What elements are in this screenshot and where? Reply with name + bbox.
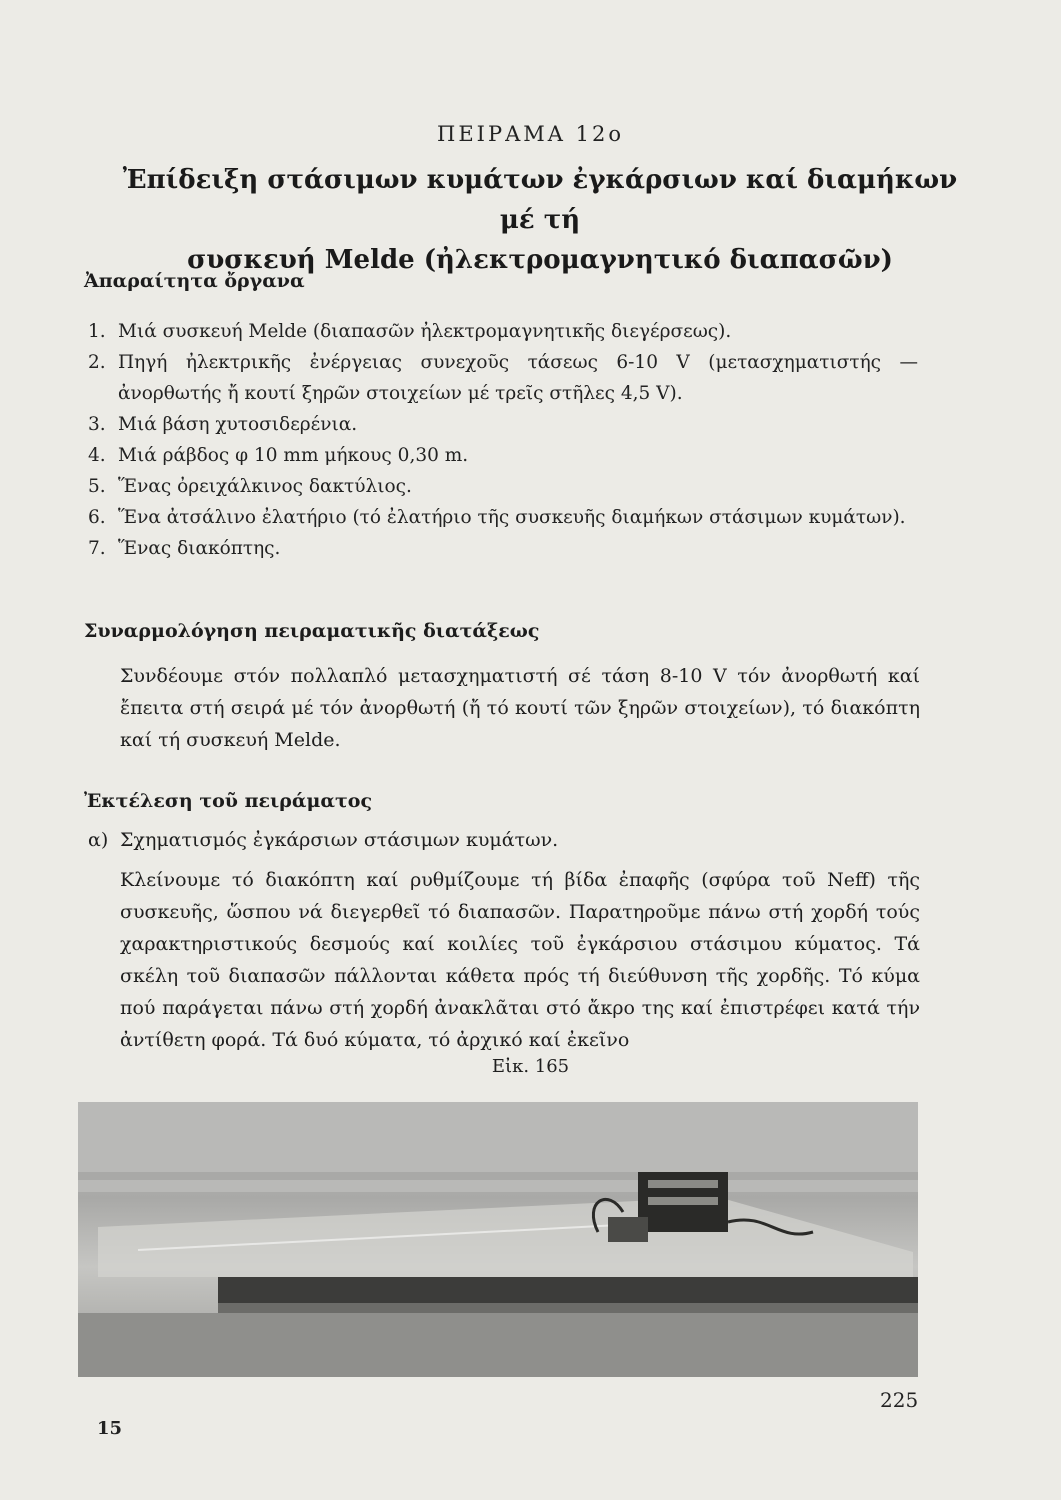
photo-foreground xyxy=(78,1313,918,1377)
list-item xyxy=(88,316,918,347)
melde-apparatus-photo xyxy=(78,1102,918,1377)
required-tools-list xyxy=(88,316,918,564)
title-line-1: Ἐπίδειξη στάσιμων κυμάτων ἐγκάρσιων καί διαμήκων μέ τή xyxy=(122,165,958,235)
experiment-heading: ΠΕΙΡΑΜΑ 12ο xyxy=(437,122,624,146)
photo-base-rail xyxy=(218,1277,918,1303)
list-item xyxy=(88,471,918,502)
list-item-number: 3. xyxy=(88,414,106,435)
list-item xyxy=(88,347,918,409)
list-item xyxy=(88,409,918,440)
photo-base-edge xyxy=(218,1303,918,1313)
list-item-text: Ἕνας διακόπτης. xyxy=(118,538,281,559)
assembly-paragraph: Συνδέουμε στόν πολλαπλό μετασχηματιστή σέ τάση 8-10 V τόν ἀνορθωτή καί ἔπειτα στή σειρά μέ τόν ἀνορθωτή (ἤ τό κουτί τῶν ξηρῶν στοιχείων), τό διακόπτη καί τή συσκευή Melde. xyxy=(120,665,920,751)
list-item xyxy=(88,533,918,564)
photo-coil-band xyxy=(648,1197,718,1205)
required-tools-heading: Ἀπαραίτητα ὄργανα xyxy=(84,270,305,292)
list-item xyxy=(88,502,918,533)
list-item-text: Μιά συσκευή Melde (διαπασῶν ἠλεκτρομαγνητικῆς διεγέρσεως). xyxy=(118,321,732,342)
list-item-number: 7. xyxy=(88,538,106,559)
photo-table-top xyxy=(98,1197,913,1277)
subsection-label: α) xyxy=(88,829,109,851)
list-item-number: 4. xyxy=(88,445,106,466)
list-item-text: Μιά ράβδος φ 10 mm μήκους 0,30 m. xyxy=(118,445,469,466)
photo-shadow-band xyxy=(78,1172,918,1180)
list-item-number: 5. xyxy=(88,476,106,497)
title-line-2: συσκευή Melde (ἠλεκτρομαγνητικό διαπασῶν) xyxy=(187,245,893,275)
page-title xyxy=(110,160,970,280)
list-item-text: Πηγή ἠλεκτρικῆς ἐνέργειας συνεχοῦς τάσεως 6-10 V (μετασχηματιστής — ἀνορθωτής ἤ κουτί ξηρῶν στοιχείων μέ τρεῖς στῆλες 4,5 V). xyxy=(118,352,918,404)
photo-clamp xyxy=(608,1217,648,1242)
execution-subsection xyxy=(88,829,558,851)
photo-illustration xyxy=(78,1102,918,1377)
list-item-number: 1. xyxy=(88,321,106,342)
page-number: 225 xyxy=(880,1388,919,1412)
photo-coil-band xyxy=(648,1180,718,1188)
list-item-number: 6. xyxy=(88,507,106,528)
signature-number: 15 xyxy=(97,1418,123,1439)
figure-caption: Εἰκ. 165 xyxy=(491,1056,570,1077)
assembly-heading: Συναρμολόγηση πειραματικῆς διατάξεως xyxy=(84,620,540,642)
list-item-text: Μιά βάση χυτοσιδερένια. xyxy=(118,414,358,435)
execution-paragraph: Κλείνουμε τό διακόπτη καί ρυθμίζουμε τή βίδα ἐπαφῆς (σφύρα τοῦ Neff) τῆς συσκευῆς, ὥσπου νά διεγερθεῖ τό διαπασῶν. Παρατηροῦμε πάνω στή χορδή τούς χαρακτηριστικούς δεσμούς καί κοιλίες τοῦ ἐγκάρσιου στάσιμου κύματος. Τά σκέλη τοῦ διαπασῶν πάλλονται κάθετα πρός τή διεύθυνση τῆς χορδῆς. Τό κύμα πού παράγεται πάνω στή χορδή ἀνακλᾶται στό ἄκρο της καί ἐπιστρέφει κατά τήν ἀντίθετη φορά. Τά δυό κύματα, τό ἀρχικό καί ἐκεῖνο xyxy=(120,869,920,1051)
subsection-title: Σχηματισμός ἐγκάρσιων στάσιμων κυμάτων. xyxy=(120,829,559,851)
list-item-text: Ἕνα ἀτσάλινο ἐλατήριο (τό ἐλατήριο τῆς συσκευῆς διαμήκων στάσιμων κυμάτων). xyxy=(118,507,906,528)
list-item xyxy=(88,440,918,471)
list-item-number: 2. xyxy=(88,352,106,373)
execution-heading: Ἐκτέλεση τοῦ πειράματος xyxy=(84,790,373,812)
list-item-text: Ἕνας ὀρειχάλκινος δακτύλιος. xyxy=(118,476,412,497)
